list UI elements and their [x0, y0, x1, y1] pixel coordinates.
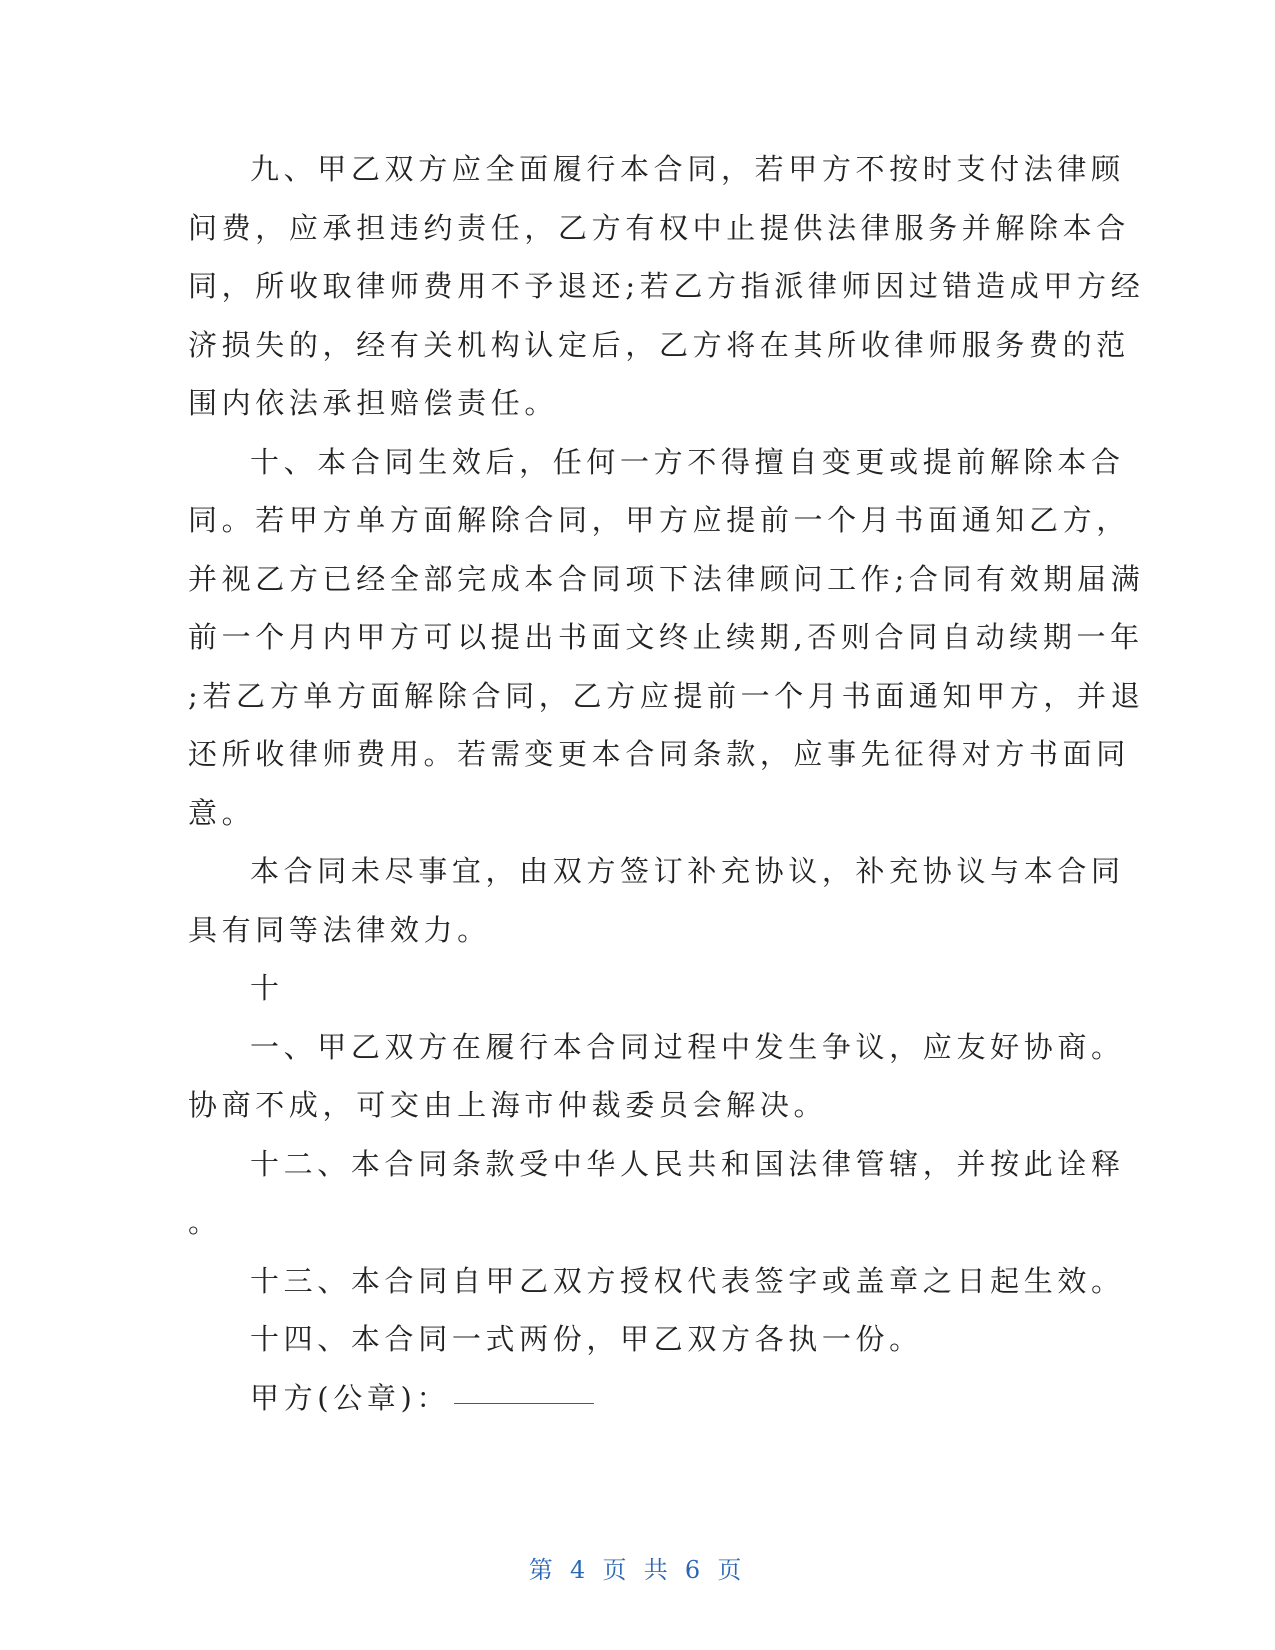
paragraph-line: 十四、本合同一式两份，甲乙双方各执一份。: [250, 1322, 923, 1356]
paragraph-line: 并视乙方已经全部完成本合同项下法律顾问工作;合同有效期届满: [188, 561, 1145, 596]
paragraph-line: ;若乙方单方面解除合同，乙方应提前一个月书面通知甲方，并退: [188, 678, 1145, 713]
paragraph-line: 同。若甲方单方面解除合同，甲方应提前一个月书面通知乙方，: [188, 503, 1130, 537]
paragraph-line: 还所收律师费用。若需变更本合同条款，应事先征得对方书面同: [188, 737, 1130, 771]
paragraph-line: 意。: [188, 795, 256, 830]
paragraph-line: 十二、本合同条款受中华人民共和国法律管辖，并按此诠释: [250, 1146, 1125, 1181]
paragraph-line: 济损失的，经有关机构认定后，乙方将在其所收律师服务费的范: [188, 327, 1130, 362]
paragraph-line: 具有同等法律效力。: [188, 912, 491, 947]
paragraph-line: 同，所收取律师费用不予退还;若乙方指派律师因过错造成甲方经: [188, 269, 1145, 303]
paragraph-line: 一、甲乙双方在履行本合同过程中发生争议，应友好协商。: [250, 1029, 1125, 1064]
signature-blank: [454, 1402, 594, 1404]
signature-line: [188, 1369, 1068, 1428]
paragraph-line: 本合同未尽事宜，由双方签订补充协议，补充协议与本合同: [250, 854, 1125, 888]
paragraph-line: 协商不成，可交由上海市仲裁委员会解决。: [188, 1088, 828, 1122]
paragraph-line: 十、本合同生效后，任何一方不得擅自变更或提前解除本合: [250, 444, 1125, 479]
paragraph-line: 问费，应承担违约责任，乙方有权中止提供法律服务并解除本合: [188, 210, 1130, 245]
signature-label: 甲方(公章)：: [250, 1380, 451, 1415]
paragraph-line: 十三、本合同自甲乙双方授权代表签字或盖章之日起生效。: [250, 1263, 1125, 1298]
document-body: [188, 140, 1145, 1427]
paragraph-line: 围内依法承担赔偿责任。: [188, 386, 559, 420]
paragraph-line: 十: [250, 971, 284, 1005]
paragraph-line: 。: [188, 1205, 222, 1239]
page-number: 第 4 页 共 6 页: [528, 1556, 747, 1584]
paragraph-line: 前一个月内甲方可以提出书面文终止续期,否则合同自动续期一年: [188, 620, 1144, 654]
paragraph-line: 九、甲乙双方应全面履行本合同，若甲方不按时支付法律顾: [250, 152, 1125, 186]
